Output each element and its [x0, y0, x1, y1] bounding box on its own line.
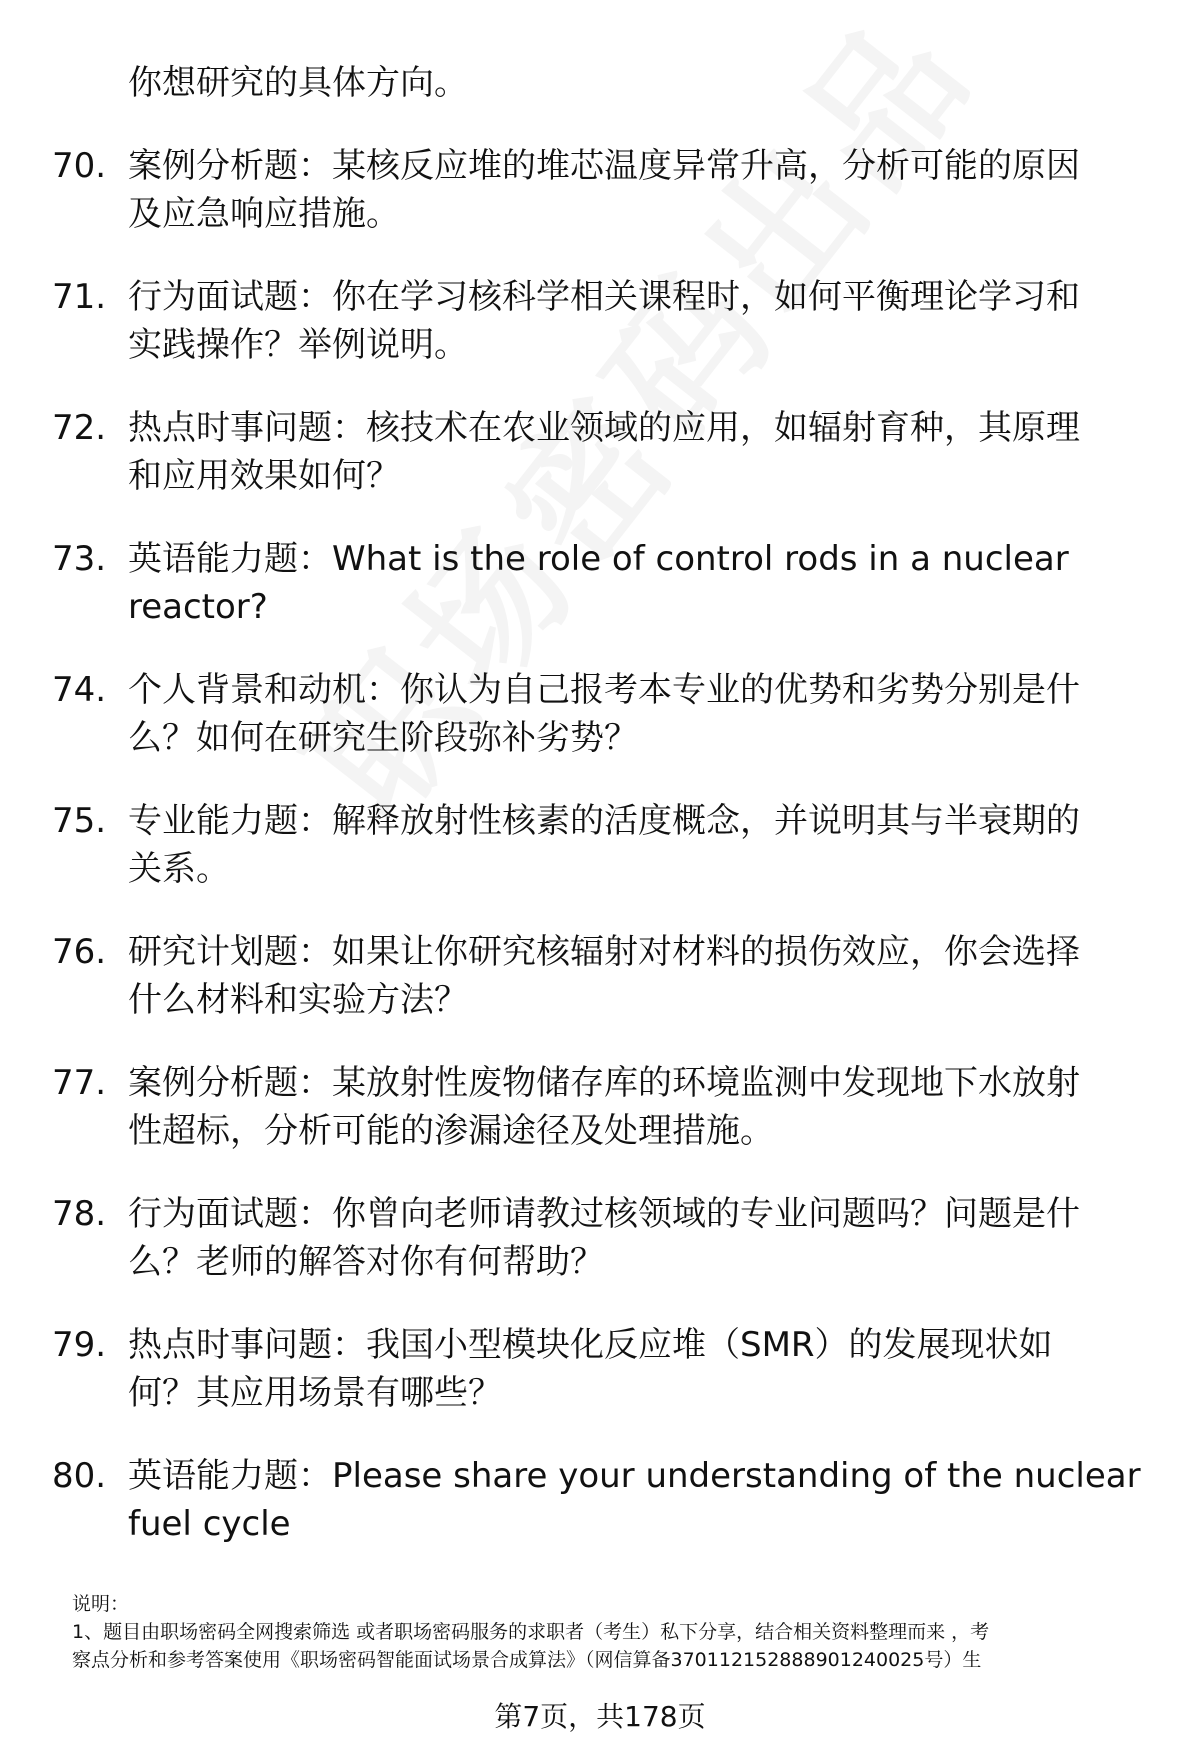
question-line: 热点时事问题：我国小型模块化反应堆（SMR）的发展现状如 [128, 1325, 1053, 1365]
question-item-72 [0, 404, 1200, 535]
question-line: fuel cycle [128, 1504, 291, 1544]
question-number: 74. [52, 670, 107, 710]
continuation-text: 你想研究的具体方向。 [128, 63, 468, 103]
question-text [128, 404, 1158, 500]
question-text [128, 1059, 1158, 1155]
question-line: 专业能力题：解释放射性核素的活度概念，并说明其与半衰期的 [128, 801, 1080, 841]
question-text [128, 666, 1158, 762]
question-number: 70. [52, 146, 107, 186]
question-item-74 [0, 666, 1200, 797]
question-line: 热点时事问题：核技术在农业领域的应用，如辐射育种，其原理 [128, 408, 1080, 448]
question-line: 行为面试题：你在学习核科学相关课程时，如何平衡理论学习和 [128, 277, 1080, 317]
question-line: reactor? [128, 587, 268, 627]
question-line: 和应用效果如何？ [128, 456, 400, 496]
notes-line: 1、题目由职场密码全网搜索筛选 或者职场密码服务的求职者（考生）私下分享，结合相关资料整理而来 ，考 [72, 1621, 990, 1643]
question-item-75 [0, 797, 1200, 928]
notes-line: 察点分析和参考答案使用《职场密码智能面试场景合成算法》（网信算备370112152888901240025号）生 [72, 1649, 982, 1671]
question-item-80 [0, 1452, 1200, 1583]
notes-title: 说明： [72, 1593, 130, 1615]
question-line: 英语能力题：Please share your understanding of the nuclear [128, 1456, 1141, 1496]
question-text [128, 142, 1158, 238]
question-text [128, 1190, 1158, 1286]
question-line: 么？老师的解答对你有何帮助？ [128, 1242, 604, 1282]
question-number: 80. [52, 1456, 107, 1496]
question-number: 76. [52, 932, 107, 972]
question-number: 79. [52, 1325, 107, 1365]
question-text [128, 1452, 1158, 1548]
page-indicator: 第7页，共178页 [494, 1700, 706, 1733]
question-line: 行为面试题：你曾向老师请教过核领域的专业问题吗？问题是什 [128, 1194, 1080, 1234]
question-item-77 [0, 1059, 1200, 1190]
question-line: 实践操作？举例说明。 [128, 325, 468, 365]
question-line: 何？其应用场景有哪些？ [128, 1373, 502, 1413]
question-number: 78. [52, 1194, 107, 1234]
question-text [128, 928, 1158, 1024]
question-text [128, 797, 1158, 893]
question-item-73 [0, 535, 1200, 666]
question-text [128, 535, 1158, 631]
question-item-79 [0, 1321, 1200, 1452]
question-number: 73. [52, 539, 107, 579]
question-text [128, 1321, 1158, 1417]
question-item-70 [0, 142, 1200, 273]
question-line: 性超标，分析可能的渗漏途径及处理措施。 [128, 1111, 774, 1151]
question-number: 77. [52, 1063, 107, 1103]
question-list [0, 142, 1200, 1583]
question-line: 及应急响应措施。 [128, 194, 400, 234]
question-line: 么？如何在研究生阶段弥补劣势？ [128, 718, 638, 758]
question-line: 英语能力题：What is the role of control rods in a nuclear [128, 539, 1069, 579]
question-line: 什么材料和实验方法？ [128, 980, 468, 1020]
question-line: 案例分析题：某放射性废物储存库的环境监测中发现地下水放射 [128, 1063, 1080, 1103]
question-line: 关系。 [128, 849, 230, 889]
question-line: 研究计划题：如果让你研究核辐射对材料的损伤效应，你会选择 [128, 932, 1080, 972]
question-number: 75. [52, 801, 107, 841]
question-line: 个人背景和动机：你认为自己报考本专业的优势和劣势分别是什 [128, 670, 1080, 710]
notes-section [72, 1590, 1162, 1674]
question-number: 72. [52, 408, 107, 448]
question-item-71 [0, 273, 1200, 404]
question-line: 案例分析题：某核反应堆的堆芯温度异常升高，分析可能的原因 [128, 146, 1080, 186]
question-number: 71. [52, 277, 107, 317]
question-item-76 [0, 928, 1200, 1059]
question-text [128, 273, 1158, 369]
question-item-78 [0, 1190, 1200, 1321]
